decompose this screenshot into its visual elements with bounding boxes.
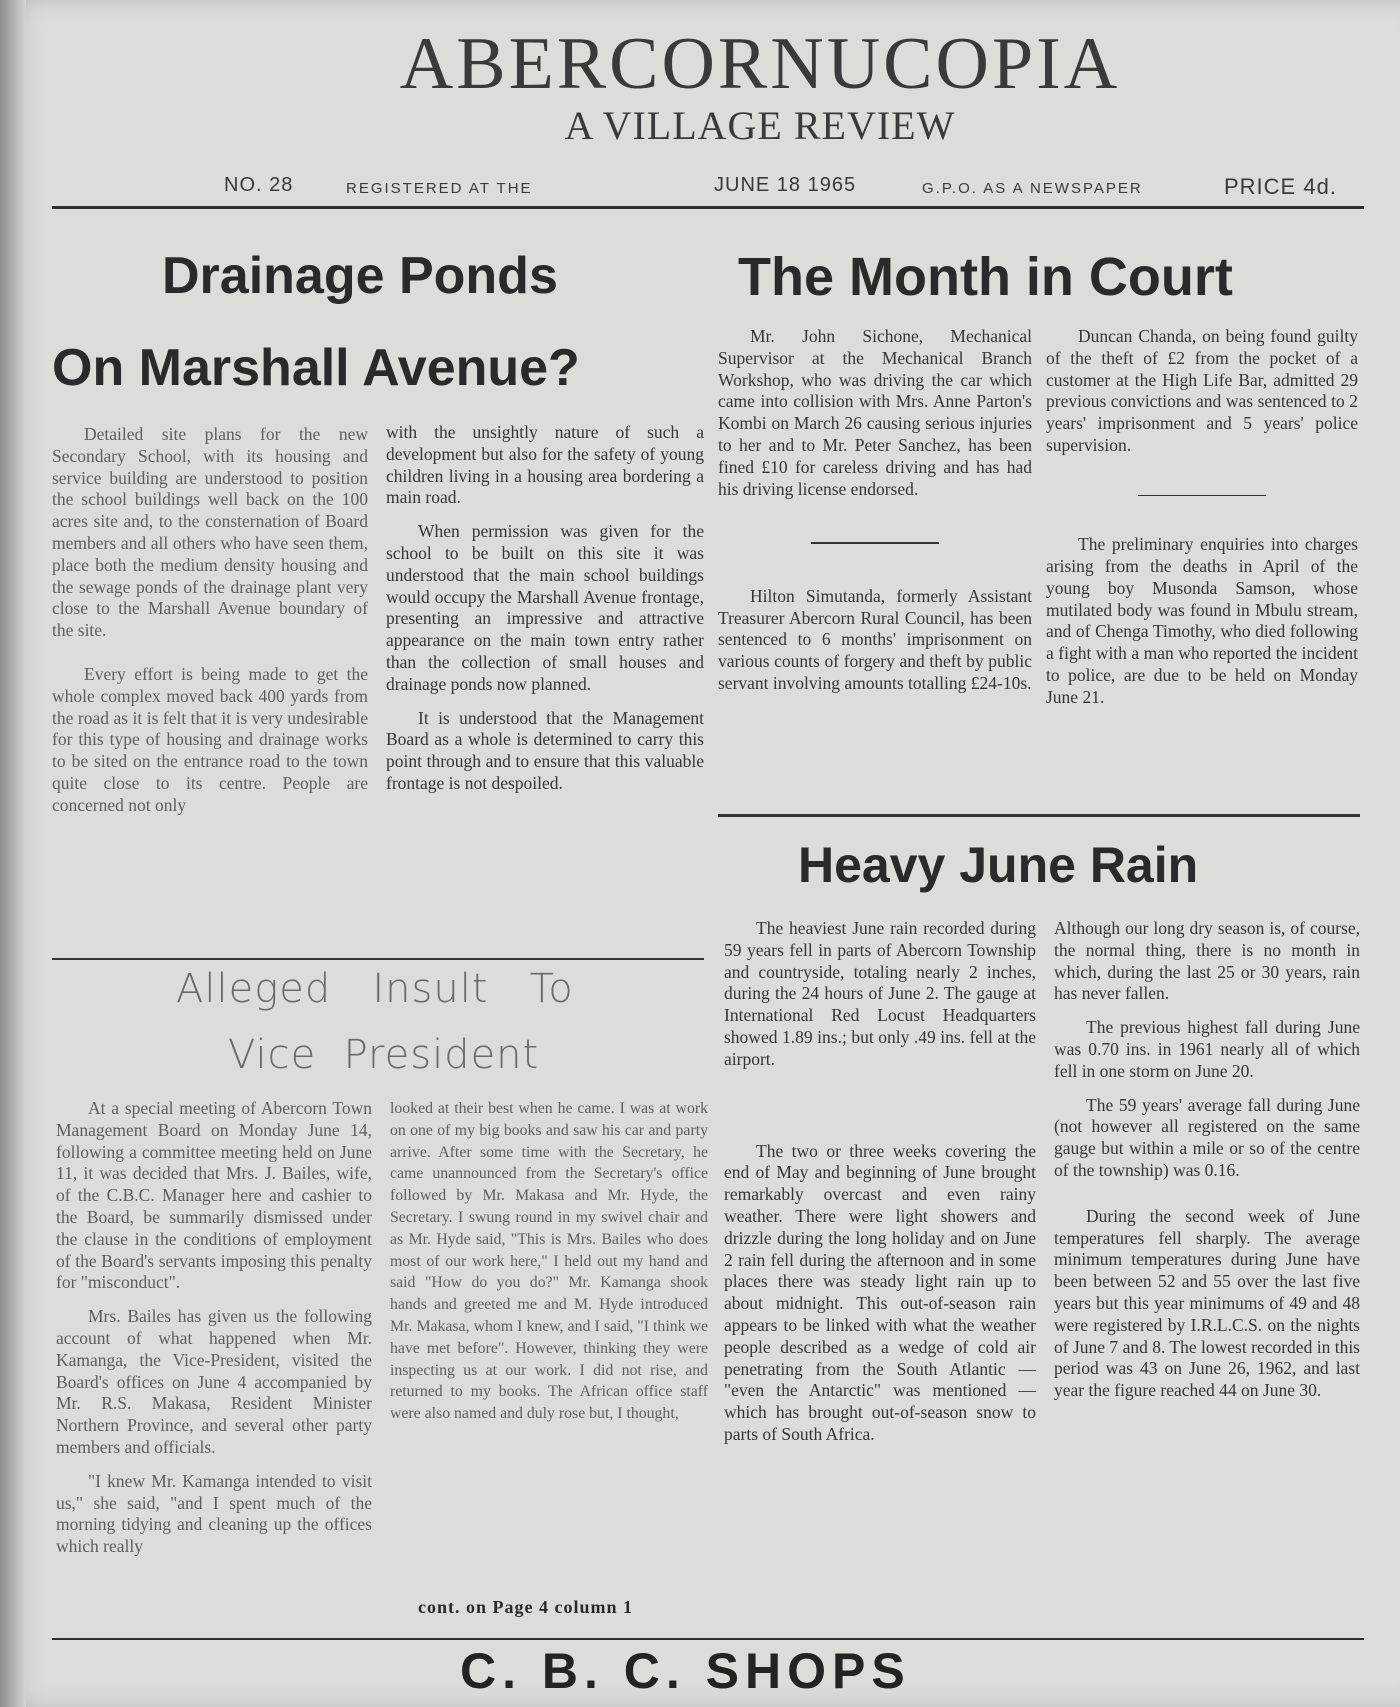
insult-paragraph: "I knew Mr. Kamanga intended to visit us," she said, "and I spent much of the morning tidying and cleaning up the offices which really [56,1470,372,1557]
insult-paragraph: At a special meeting of Abercorn Town Management Board on Monday June 14, following a committee meeting held on June 11, it was decided that Mrs. J. Bailes, wife, of the C.B.C. Manager here and cashier to the Board, be summarily dismissed under the clause in the conditions of employment of the Board's servants imposing this penalty for "misconduct". [56,1098,372,1293]
binding-spine [0,0,26,1707]
rain-paragraph: The 59 years' average fall during June (not however all registered on the same gauge but within a mile or so of the centre of the township) was 0.16. [1054,1094,1360,1180]
court-paragraph: Mr. John Sichone, Mechanical Supervisor at the Mechanical Branch Workshop, who was driving the car which came into collision with Mrs. Anne Parton's Kombi on March 26 causing serious injuries to her and to Mr. Peter Sanchez, has been fined £10 for careless driving and has had his driving license endorsed. [718,326,1032,499]
rain-paragraph: During the second week of June temperatures fell sharply. The average minimum temperatures during June have been between 52 and 55 over the last five years but this year minimums of 49 and 48 were registered by I.R.L.C.S. on the nights of June 7 and 8. The lowest recorded in this period was 43 on June 26, 1962, and last year the figure reached 44 on June 30. [1054,1205,1360,1401]
rain-paragraph: The two or three weeks covering the end of May and beginning of June brought remarkably overcast and even rainy weather. There were light showers and drizzle during the long holiday and on June 2 rain fell during the afternoon and in some places there was steady light rain up to about midnight. This out-of-season rain appears to be linked with what the weather people described as a wedge of cold air penetrating from the South Atlantic — "even the Antarctic" was mentioned — which has brought out-of-season snow to parts of South Africa. [724,1140,1036,1444]
drainage-paragraph: When permission was given for the school to be built on this site it was understood that the main school buildings would occupy the Marshall Avenue frontage, presenting an impressive and attractive appearance on the main town entry rather than the collection of small houses and drainage ponds now planned. [386,521,704,694]
issue-number: NO. 28 [224,174,294,196]
court-paragraph: Hilton Simutanda, formerly Assistant Treasurer Abercorn Rural Council, has been sentenced to 6 months' imprisonment on various counts of forgery and theft by public servant involving amounts totalling £24-10s. [718,585,1032,694]
insult-column-2 [390,1098,708,1437]
insult-paragraph: Mrs. Bailes has given us the following account of what happened when Mr. Kamanga, the Vice-President, visited the Board's offices on June 4 accompanied by Mr. R.S. Makasa, Resident Minister Northern Province, and several other party members and officials. [56,1306,372,1457]
issue-date: JUNE 18 1965 [714,174,857,196]
court-paragraph: Duncan Chanda, on being found guilty of the theft of £2 from the pocket of a customer at the High Life Bar, admitted 29 previous convictions and was sentenced to 2 years' imprisonment and 5 years' police supervision. [1046,326,1358,455]
rain-column-1 [724,918,1036,1458]
drainage-paragraph: with the unsightly nature of such a development but also for the safety of young children living in a housing area bordering a main road. [386,422,704,508]
court-column-1 [718,326,1032,707]
drainage-paragraph: Every effort is being made to get the whole complex moved back 400 yards from the road as it is felt that it is very undesirable for this type of housing and drainage works to be sited on the entrance road to the town quite close to its centre. People are concerned not only [52,663,368,815]
drainage-headline-line2: On Marshall Avenue? [52,339,580,397]
insult-headline-line2: Vice President [228,1032,540,1078]
masthead-subtitle: A VILLAGE REVIEW [564,103,956,148]
registration-left: REGISTERED AT THE [346,180,533,197]
registration-right: G.P.O. AS A NEWSPAPER [922,180,1143,197]
footer-rule [52,1638,1364,1640]
footer-headline: C. B. C. SHOPS [460,1643,911,1699]
drainage-paragraph: It is understood that the Management Board as a whole is determined to carry this point through and to ensure that this valuable frontage is not despoiled. [386,707,704,793]
insult-paragraph: looked at their best when he came. I was at work on one of my big books and saw his car and party arrive. After some time with the Secretary, he came unannounced from the Secretary's office followed by Mr. Makasa and Mr. Hyde, the Secretary. I swung round in my swivel chair and as Mr. Hyde said, "This is Mrs. Bailes who does most of our work here," I held out my hand and said "How do you do?" Mr. Kamanga shook hands and greeted me and M. Hyde introduced Mr. Makasa, whom I knew, and I said, "I think we have met before". However, thinking they were inspecting us at our work. I did not rise, and returned to my books. The African office staff were also named and duly rose but, I thought, [390,1100,708,1423]
continuation-note: cont. on Page 4 column 1 [418,1597,633,1617]
drainage-headline-line1: Drainage Ponds [162,247,558,305]
court-paragraph: The preliminary enquiries into charges arising from the deaths in April of the young boy Musonda Samson, whose mutilated body was found in Mbulu stream, and of Chenga Timothy, who died following a fight with a man who reported the incident to police, are due to be held on Monday June 21. [1046,534,1358,707]
insult-headline-line1: Alleged Insult To [176,966,574,1012]
issue-price: PRICE 4d. [1224,174,1337,199]
rain-paragraph: Although our long dry season is, of course, the normal thing, there is no month in which, during the last 25 or 30 years, rain has never fallen. [1054,918,1360,1004]
insult-column-1 [56,1098,372,1570]
court-separator [811,542,939,544]
section-rule [52,958,704,960]
rain-paragraph: The previous highest fall during June was 0.70 ins. in 1961 nearly all of which fell in one storm on June 20. [1054,1017,1360,1081]
masthead-title: ABERCORNUCOPIA [399,23,1121,105]
drainage-column-1 [52,424,368,829]
rain-headline: Heavy June Rain [798,837,1199,893]
drainage-paragraph: Detailed site plans for the new Secondary School, with its housing and service building are understood to position the school buildings well back on the 100 acres site and, to the consternation of Board members and all others who have seen them, place both the medium density housing and the sewage ponds of the drainage plant very close to the Marshall Avenue boundary of the site. [52,424,368,641]
drainage-column-2 [386,422,704,807]
court-separator [1138,495,1266,497]
masthead-rule [52,206,1364,209]
rain-paragraph: The heaviest June rain recorded during 59 years fell in parts of Abercorn Township and countryside, totaling nearly 2 inches, during the 24 hours of June 2. The gauge at International Red Locust Headquarters showed 1.89 ins.; but only .49 ins. fell at the airport. [724,918,1036,1069]
court-column-2 [1046,326,1358,721]
court-headline: The Month in Court [738,247,1233,307]
section-rule [718,814,1360,817]
rain-column-2 [1054,918,1360,1414]
